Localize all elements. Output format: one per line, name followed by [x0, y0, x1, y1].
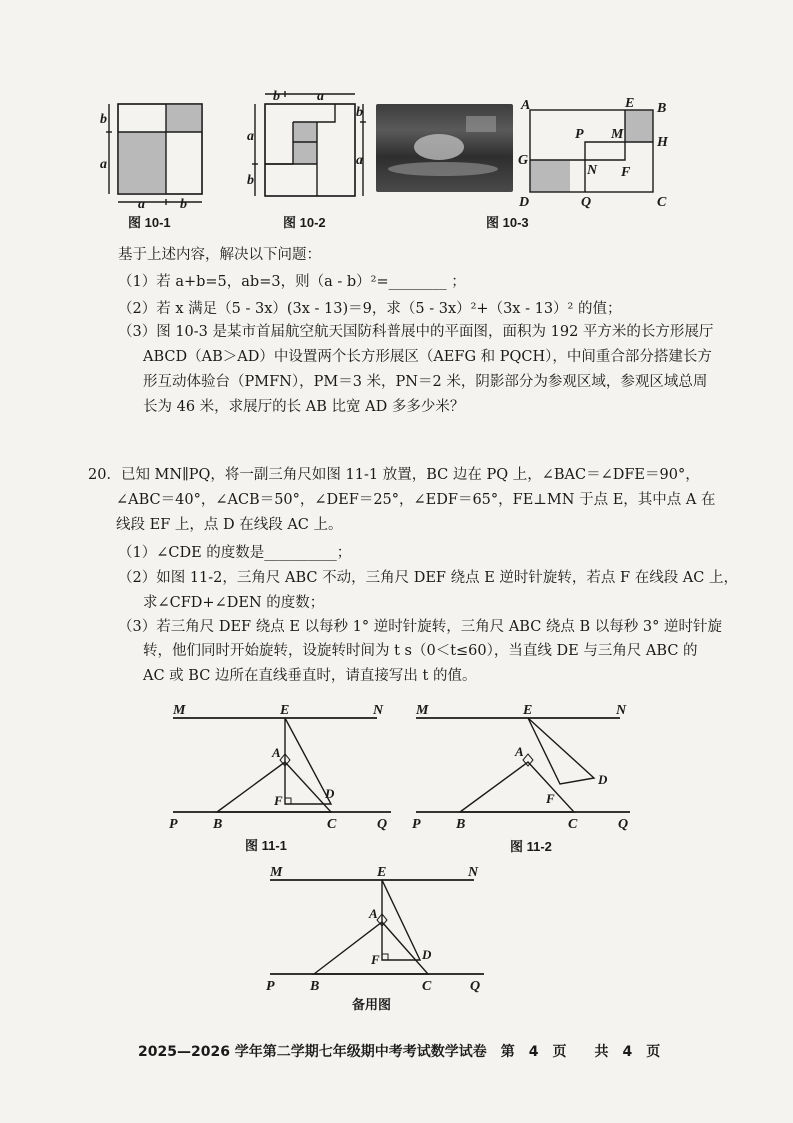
label-E: E	[377, 865, 387, 880]
section19-question-3-line-1: （3）图 10-3 是某市首届航空航天国防科普展中的平面图，面积为 192 平方米的长方形展厅	[118, 324, 714, 340]
label-Q: Q	[618, 817, 629, 832]
label-a: a	[100, 157, 107, 172]
label-A: A	[369, 906, 378, 921]
label-C: C	[657, 195, 667, 210]
caption-fig-11-2: 图 11-2	[510, 839, 552, 854]
label-b: b	[356, 105, 363, 120]
page-footer: 2025—2026 学年第二学期七年级期中考考试数学试卷 第 4 页 共 4 页	[138, 1044, 661, 1060]
label-B: B	[657, 101, 667, 116]
label-b: b	[180, 197, 187, 210]
section19-question-2: （2）若 x 满足（5 - 3x）(3x - 13)＝9，求（5 - 3x）²+（3x - 13）² 的值；	[118, 301, 622, 317]
label-D: D	[598, 772, 608, 787]
section19-intro: 基于上述内容，解决以下问题：	[118, 247, 321, 263]
label-M: M	[173, 703, 186, 718]
label-E: E	[280, 703, 290, 718]
label-B: B	[310, 979, 320, 994]
label-C: C	[327, 817, 337, 832]
caption-fig-10-2: 图 10-2	[283, 215, 326, 230]
section20-question-3-line-2: 转，他们同时开始旋转，设旋转时间为 t s（0＜t≤60），当直线 DE 与三角尺 ABC 的	[143, 643, 698, 659]
section20-line-1: 20．已知 MN∥PQ，将一副三角尺如图 11-1 放置，BC 边在 PQ 上，∠BAC＝∠DFE＝90°，	[88, 467, 700, 483]
label-C: C	[568, 817, 578, 832]
label-F: F	[371, 952, 380, 967]
exhibition-photo	[376, 104, 513, 192]
section19-question-3-line-2: ABCD（AB＞AD）中设置两个长方形展区（AEFG 和 PQCH），中间重合部分搭建长方	[143, 349, 712, 365]
section20-line-3: 线段 EF 上，点 D 在线段 AC 上。	[116, 517, 343, 533]
figure-11-2	[408, 700, 638, 835]
label-F: F	[274, 793, 283, 808]
section19-question-1: （1）若 a+b=5，ab=3，则（a - b）²=________ ；	[118, 274, 466, 290]
label-a: a	[317, 89, 324, 104]
label-a: a	[138, 197, 145, 210]
label-D: D	[422, 947, 432, 962]
label-Q: Q	[470, 979, 481, 994]
figure-10-1	[100, 98, 215, 210]
label-B: B	[456, 817, 466, 832]
label-A: A	[521, 98, 531, 113]
section20-line-2: ∠ABC＝40°，∠ACB＝50°，∠DEF＝25°，∠EDF＝65°，FE⊥MN 于点 E，其中点 A 在	[116, 492, 716, 508]
figure-backup	[262, 862, 492, 997]
label-E: E	[625, 98, 635, 111]
label-A: A	[515, 744, 524, 759]
section20-question-2-line-1: （2）如图 11-2，三角尺 ABC 不动，三角尺 DEF 绕点 E 逆时针旋转，若点 F 在线段 AC 上，	[118, 570, 738, 586]
figure-10-2	[245, 86, 370, 210]
label-Q: Q	[581, 195, 592, 210]
section20-question-3-line-1: （3）若三角尺 DEF 绕点 E 以每秒 1° 逆时针旋转，三角尺 ABC 绕点 B 以每秒 3° 逆时针旋	[118, 619, 722, 635]
section20-question-1: （1）∠CDE 的度数是__________；	[118, 545, 352, 561]
label-a: a	[247, 129, 254, 144]
label-A: A	[272, 745, 281, 760]
label-H: H	[657, 135, 668, 150]
label-N: N	[616, 703, 627, 718]
label-D: D	[325, 786, 335, 801]
section20-question-3-line-3: AC 或 BC 边所在直线垂直时，请直接写出 t 的值。	[143, 668, 477, 684]
caption-fig-10-3: 图 10-3	[486, 215, 529, 230]
section20-question-2-line-2: 求∠CFD+∠DEN 的度数；	[143, 595, 325, 611]
label-P: P	[169, 817, 178, 832]
label-B: B	[213, 817, 223, 832]
figure-11-1	[165, 700, 400, 835]
label-a: a	[356, 153, 363, 168]
label-F: F	[546, 791, 555, 806]
label-M: M	[416, 703, 429, 718]
label-N: N	[468, 865, 479, 880]
label-b: b	[100, 112, 107, 127]
label-M: M	[611, 127, 624, 142]
section19-question-3-line-4: 长为 46 米，求展厅的长 AB 比宽 AD 多多少米？	[143, 399, 465, 415]
caption-backup-figure: 备用图	[352, 997, 392, 1012]
label-F: F	[621, 165, 631, 180]
label-N: N	[373, 703, 384, 718]
label-N: N	[587, 163, 598, 178]
label-G: G	[518, 153, 529, 168]
figure-10-3	[515, 98, 675, 210]
label-Q: Q	[377, 817, 388, 832]
caption-fig-11-1: 图 11-1	[245, 838, 287, 853]
label-b: b	[247, 173, 254, 188]
section19-question-3-line-3: 形互动体验台（PMFN），PM＝3 米，PN＝2 米，阴影部分为参观区域，参观区域总周	[143, 374, 708, 390]
label-D: D	[519, 195, 530, 210]
label-P: P	[575, 127, 584, 142]
label-E: E	[523, 703, 533, 718]
label-C: C	[422, 979, 432, 994]
label-b: b	[273, 89, 280, 104]
label-P: P	[266, 979, 275, 994]
caption-fig-10-1: 图 10-1	[128, 215, 171, 230]
label-P: P	[412, 817, 421, 832]
label-M: M	[270, 865, 283, 880]
